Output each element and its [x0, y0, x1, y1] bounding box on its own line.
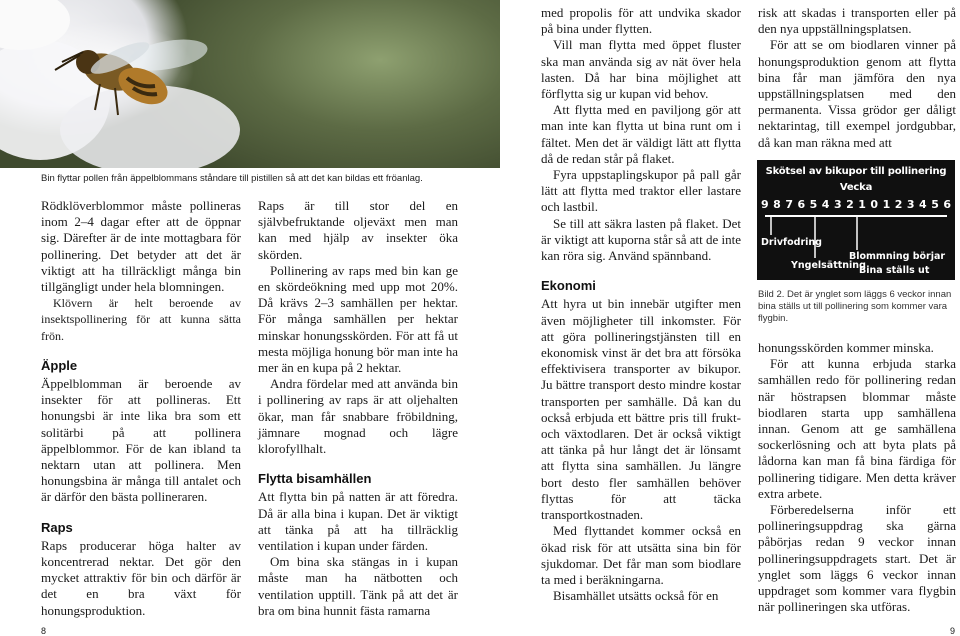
week-tick: 3: [833, 198, 842, 211]
label-blomning: Blommning börjar: [849, 251, 946, 262]
column-1: [41, 198, 241, 619]
paragraph: honungsskörden kommer minska.: [758, 340, 934, 355]
pollination-schedule-diagram: [757, 160, 955, 280]
heading-ekonomi: Ekonomi: [541, 278, 596, 294]
heading-raps: Raps: [41, 519, 73, 535]
paragraph: Äppelblomman är beroende av insekter för att pollineras. Ett honungsbi är inte lika bra som ett solitärbi på att pollinera äppelblommor. För de kan ibland ta nektarn utan att pollinera. Men honungsbina är många till antalet och är därför den bästa pollineraren.: [41, 376, 241, 505]
heading-flytta-bisamhallen: Flytta bisamhällen: [258, 471, 372, 487]
paragraph: Att hyra ut bin innebär utgifter men även möjligheter till inkomster. För att göra pollineringstjänsten till en ekonomisk vinst är det bra att försöka effektivisera transporter av bikupor. Ju bättre transport desto mindre kostar transporten per samhälle. Då kan du också erbjuda ett bättre pris till frukt- och växtodlaren. Det är också viktigt att tänka på hur långt det är lönsamt att flytta sina samhällen. Ju längre bort desto fler samhällen behöver flyttas för att täcka transportkostnaden.: [541, 296, 741, 523]
paragraph: För att se om biodlaren vinner på honungsproduktion genom att flytta bina får man jämföra den nya uppställningsplatsen med den permanenta. Vissa grödor ger dåligt nektarintag, till exempel jordgubbar, då kan man räkna med att: [758, 37, 956, 150]
paragraph: Bisamhället utsätts också för en: [553, 588, 719, 604]
paragraph: Att flytta med en paviljong gör att man inte kan flytta ut bina runt om i fältet. Men det är väldigt lätt att flytta då de redan står på flaket.: [541, 102, 741, 166]
paragraph: Vill man flytta med öppet fluster ska man använda sig av nät över hela lasten. Då har bina möjlighet att förflytta sig ur kupan vid behov.: [541, 37, 741, 102]
paragraph: Pollinering av raps med bin kan ge en skördeökning med upp mot 20%. Då krävs 2–3 samhällen per hektar. För många samhällen per hektar minskar honungsskörden. För att få ut mesta möjliga honung bör man inte ha mer än en kupa på 2 hektar.: [258, 262, 459, 376]
week-tick: 3: [906, 198, 915, 211]
paragraph: Raps är till stor del en självbefruktande oljeväxt men man kan med hjälp av insekter öka skörden.: [258, 198, 458, 262]
week-tick: 6: [943, 198, 951, 211]
week-tick: 1: [858, 198, 866, 211]
column-4-top: [758, 5, 956, 151]
diagram-week-label: Vecka: [839, 182, 873, 193]
paragraph: Förberedelserna inför ett pollineringsuppdrag ska gärna påbörjas redan 9 veckor innan pollineringsuppdragets start. Det är ynglet som läggs 6 veckor innan uppdraget som kommer vara flygbin när pollineringen ska utföras.: [758, 502, 956, 615]
paragraph: Andra fördelar med att använda bin i pollinering av raps är att oljehalten ökar, man får snabbare fröbildning, jämnare mognad och lägre klorofyllhalt.: [258, 376, 458, 457]
photo-caption: Bin flyttar pollen från äppelblommans ståndare till pistillen så att det kan bildas ett fröanlag.: [41, 173, 423, 184]
page-number-right: 9: [950, 626, 956, 636]
paragraph: Rödklöverblommor måste pollineras inom 2–4 dagar efter att de öppnar sig. Därefter är de inte mottagbara för pollinering. Det betyder att det är viktigt att ha tillräckligt många bin tillgängligt under hela blomningen.: [41, 198, 241, 295]
week-tick: 5: [809, 198, 818, 211]
paragraph: För att kunna erbjuda starka samhällen redo för pollinering redan när höstrapsen blommar måste biodlaren starta upp samhällena innan. Genom att ge samhällena sockerlösning och att byta plats på lådorna kan man få bina färdiga för pollinering tidigare. Men detta kräver extra arbete.: [758, 356, 956, 501]
apple-blossom-bee-photo: [0, 0, 500, 168]
label-yngelsattning: Yngelsättning: [791, 260, 866, 271]
paragraph: Om bina ska stängas in i kupan måste man ha nätbotten och ventilation upptill. Tänk på att det är bra om bina hunnit fästa ramarna: [258, 554, 458, 618]
week-tick: 4: [919, 198, 927, 211]
week-tick: 2: [846, 198, 854, 211]
week-tick: 4: [821, 198, 830, 211]
week-tick: 0: [870, 198, 879, 211]
paragraph: med propolis för att undvika skador på bina under flytten.: [541, 5, 741, 37]
week-tick: 9: [761, 198, 769, 211]
week-tick: 7: [785, 198, 793, 211]
label-drivfodring: Drivfodring: [761, 237, 822, 248]
paragraph: risk att skadas i transporten eller på den nya uppställningsplatsen.: [758, 5, 956, 37]
week-tick: 8: [773, 198, 781, 211]
week-tick: 5: [931, 198, 939, 211]
paragraph: Raps producerar höga halter av koncentrerad nektar. Det gör den mycket attraktiv för bin och därför är det en bra växt för honungsproduktion.: [41, 537, 241, 618]
column-4-bottom: [758, 340, 956, 615]
week-tick: 1: [882, 198, 891, 211]
paragraph: Med flyttandet kommer också en ökad risk för att utsätta sina bin för sjukdomar. Det får man som biodlare ta med i beräkningarna.: [541, 523, 741, 587]
page-number-left: 8: [41, 626, 47, 636]
label-bina-stalls-ut: Bina ställs ut: [859, 265, 930, 276]
week-tick: 2: [894, 198, 903, 211]
paragraph: Se till att säkra lasten på flaket. Det är viktigt att kuporna står så att de inte kan röra sig. Använd spännband.: [541, 215, 741, 264]
column-2: [258, 198, 458, 619]
bee-icon: [0, 0, 500, 168]
diagram-title: Skötsel av bikupor till pollinering: [765, 166, 947, 177]
week-tick: 6: [797, 198, 806, 211]
heading-apple: Äpple: [41, 357, 78, 373]
paragraph: Klövern är helt beroende av insektspollinering för att kunna sätta frön.: [41, 296, 241, 343]
column-3: [541, 5, 741, 604]
paragraph: Fyra uppstaplingskupor på pall går lätt att flytta med traktor eller lastare och lastbil.: [541, 167, 741, 215]
paragraph: Att flytta bin på natten är att föredra. Då är alla bina i kupan. Det är viktigt att tänka på att ha tillräcklig ventilation i kupan under färden.: [258, 489, 458, 554]
diagram-caption: Bild 2. Det är ynglet som läggs 6 veckor innan bina ställs ut till pollinering som kommer vara flygbin.: [758, 289, 952, 324]
